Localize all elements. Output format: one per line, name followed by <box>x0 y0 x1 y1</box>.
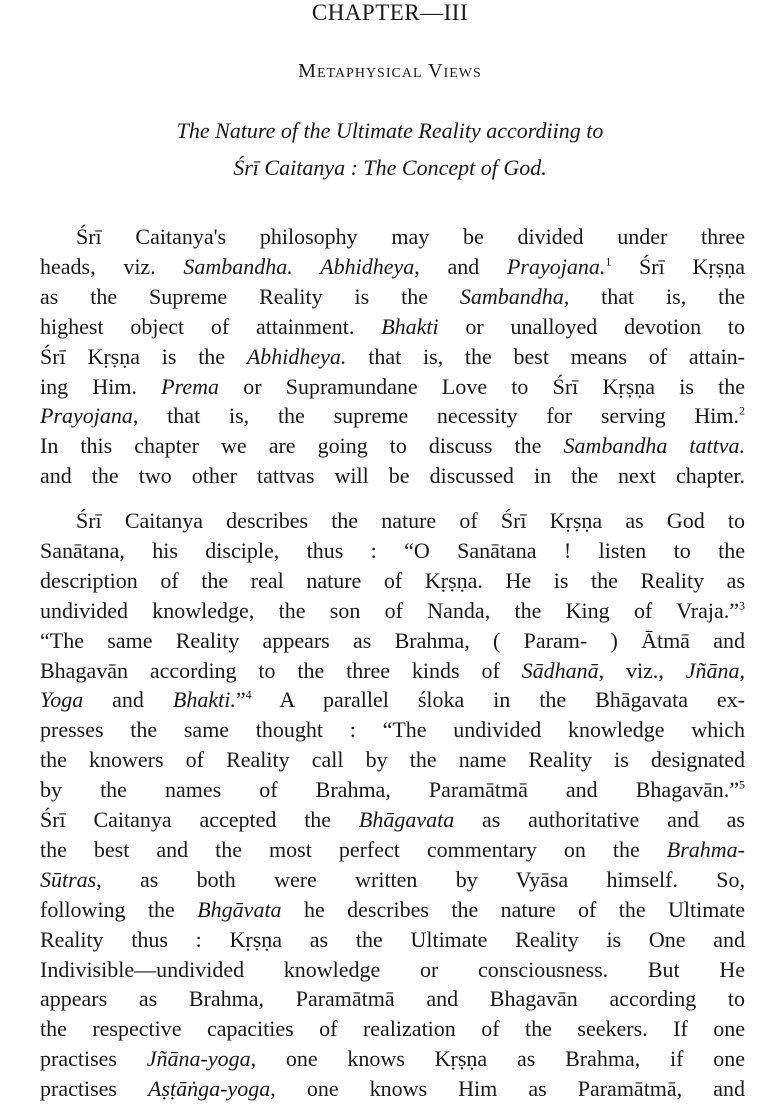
italic-term: Jñāna-yoga <box>146 1046 251 1072</box>
text-run: as authoritative and as <box>454 807 745 832</box>
text-run: undivided knowledge, the son of Nanda, the King of Vraja.” <box>40 597 739 623</box>
text-run: description of the real nature of Kṛṣṇa. He is the Reality as <box>40 567 745 593</box>
subtitle-line: The Nature of the Ultimate Reality accordiing to <box>176 118 604 143</box>
text-run: presses the same thought : “The undivided knowledge which <box>40 717 745 743</box>
italic-term: Aṣṭāṅga-yoga <box>148 1076 271 1102</box>
text-run: , one knows Kṛṣṇa as Brahma, if one <box>250 1046 745 1072</box>
footnote-marker: 1 <box>605 254 612 269</box>
text-run: Indivisible—undivided knowledge or consciousness. But He <box>40 956 745 982</box>
italic-term: Jñāna <box>685 657 740 683</box>
text-run: that is, the <box>569 283 745 309</box>
text-line <box>40 955 745 985</box>
italic-term: Prema <box>161 373 219 399</box>
text-line <box>40 431 745 461</box>
text-line <box>76 222 745 252</box>
text-line <box>40 312 745 342</box>
italic-term: Bhgāvata <box>197 896 282 922</box>
footnote-marker: 4 <box>245 688 252 703</box>
text-run: , and <box>414 253 507 279</box>
text-line <box>40 835 745 865</box>
text-run: Śrī Caitanya's philosophy may be divided under three <box>76 224 745 249</box>
text-line <box>40 745 745 775</box>
text-line <box>40 775 745 805</box>
text-line <box>40 401 745 431</box>
text-run: Śrī Kṛṣṇa is the <box>40 343 247 369</box>
text-line <box>40 895 745 925</box>
text-run: A parallel śloka in the Bhāgavata ex- <box>251 687 746 713</box>
text-run: that is, the best means of attain- <box>346 343 746 369</box>
footnote-marker: 3 <box>739 598 745 613</box>
text-run: Reality thus : Kṛṣṇa as the Ultimate Reality is One and <box>40 926 745 952</box>
text-run: as the Supreme Reality is the <box>40 283 460 309</box>
text-line <box>40 865 745 895</box>
italic-term: Abhidheya. <box>246 343 347 369</box>
text-line <box>40 461 745 491</box>
text-run: , that is, the supreme necessity for serving Him. <box>132 403 739 429</box>
text-line <box>40 252 745 282</box>
text-line <box>40 282 745 312</box>
text-line <box>40 1044 745 1074</box>
text-line <box>40 805 745 835</box>
text-run: heads, viz. <box>40 253 184 279</box>
text-run: Śrī Kṛṣṇa <box>611 253 745 279</box>
text-line <box>40 342 745 372</box>
text-line <box>40 984 745 1014</box>
italic-term: Sambandha. Abhidheya <box>183 253 415 279</box>
text-run: , as both were written by Vyāsa himself. So, <box>96 866 745 892</box>
italic-term: Prayojana. <box>506 253 606 279</box>
text-run: , one knows Him as Paramātmā, and <box>270 1076 746 1102</box>
text-run: In this chapter we are going to discuss the <box>40 433 564 459</box>
text-line <box>40 626 745 656</box>
italic-term: Yoga <box>40 687 84 713</box>
text-line <box>40 685 745 715</box>
text-line <box>40 596 745 626</box>
text-run: Śrī Caitanya describes the nature of Śrī Kṛṣṇa as God to <box>76 508 745 533</box>
text-run: Bhagavān according to the three kinds of <box>40 657 522 683</box>
text-line <box>40 566 745 596</box>
text-run: “The same Reality appears as Brahma, ( Param- ) Ātmā and <box>40 627 745 653</box>
text-run: the best and the most perfect commentary on the <box>40 836 667 862</box>
subtitle-line: Śrī Caitanya : The Concept of God. <box>233 155 547 180</box>
text-line <box>40 656 745 686</box>
text-line <box>40 1074 745 1104</box>
text-run: Śrī Caitanya accepted the <box>40 807 359 832</box>
text-line <box>40 1014 745 1044</box>
italic-term: Prayojana <box>40 403 133 429</box>
italic-term: Bhāgavata <box>358 807 455 832</box>
text-run: the knowers of Reality call by the name Reality is designated <box>40 747 745 773</box>
text-run: following the <box>40 896 198 922</box>
text-run: Sanātana, his disciple, thus : “O Sanātana ! listen to the <box>40 537 745 563</box>
text-line <box>40 925 745 955</box>
text-run: the respective capacities of realization of the seekers. If one <box>40 1016 745 1042</box>
text-run: by the names of Brahma, Paramātmā and Bhagavān.” <box>40 777 739 803</box>
text-run: he describes the nature of the Ultimate <box>281 896 745 922</box>
section-heading: Metaphysical Views <box>298 60 482 82</box>
italic-term: Brahma- <box>666 836 745 862</box>
text-run: ” <box>235 687 246 713</box>
footnote-marker: 5 <box>739 777 745 792</box>
text-line <box>76 506 745 536</box>
text-run: or Supramundane Love to Śrī Kṛṣṇa is the <box>218 373 745 399</box>
italic-term: Bhakti <box>381 313 439 339</box>
text-run: practises <box>40 1076 149 1102</box>
text-run: practises <box>40 1046 147 1072</box>
italic-term: Sambandha tattva. <box>563 433 745 459</box>
text-run: , <box>739 657 745 683</box>
text-line <box>40 372 745 402</box>
italic-term: Bhakti. <box>172 687 236 713</box>
chapter-heading: CHAPTER—III <box>311 0 469 25</box>
footnote-marker: 2 <box>739 404 745 419</box>
italic-term: Sūtras <box>40 866 97 892</box>
text-run: and the two other tattvas will be discussed in the next chapter. <box>40 463 745 489</box>
text-run: and <box>83 687 173 713</box>
italic-term: Sambandha, <box>459 283 570 309</box>
italic-term: Sādhanā <box>521 657 599 683</box>
text-run: , viz., <box>598 657 686 683</box>
text-run: highest object of attainment. <box>40 313 382 339</box>
text-run: or unalloyed devotion to <box>438 313 745 339</box>
text-run: appears as Brahma, Paramātmā and Bhagavān according to <box>40 986 745 1012</box>
text-run: ing Him. <box>40 373 162 399</box>
text-line <box>40 536 745 566</box>
text-line <box>40 715 745 745</box>
